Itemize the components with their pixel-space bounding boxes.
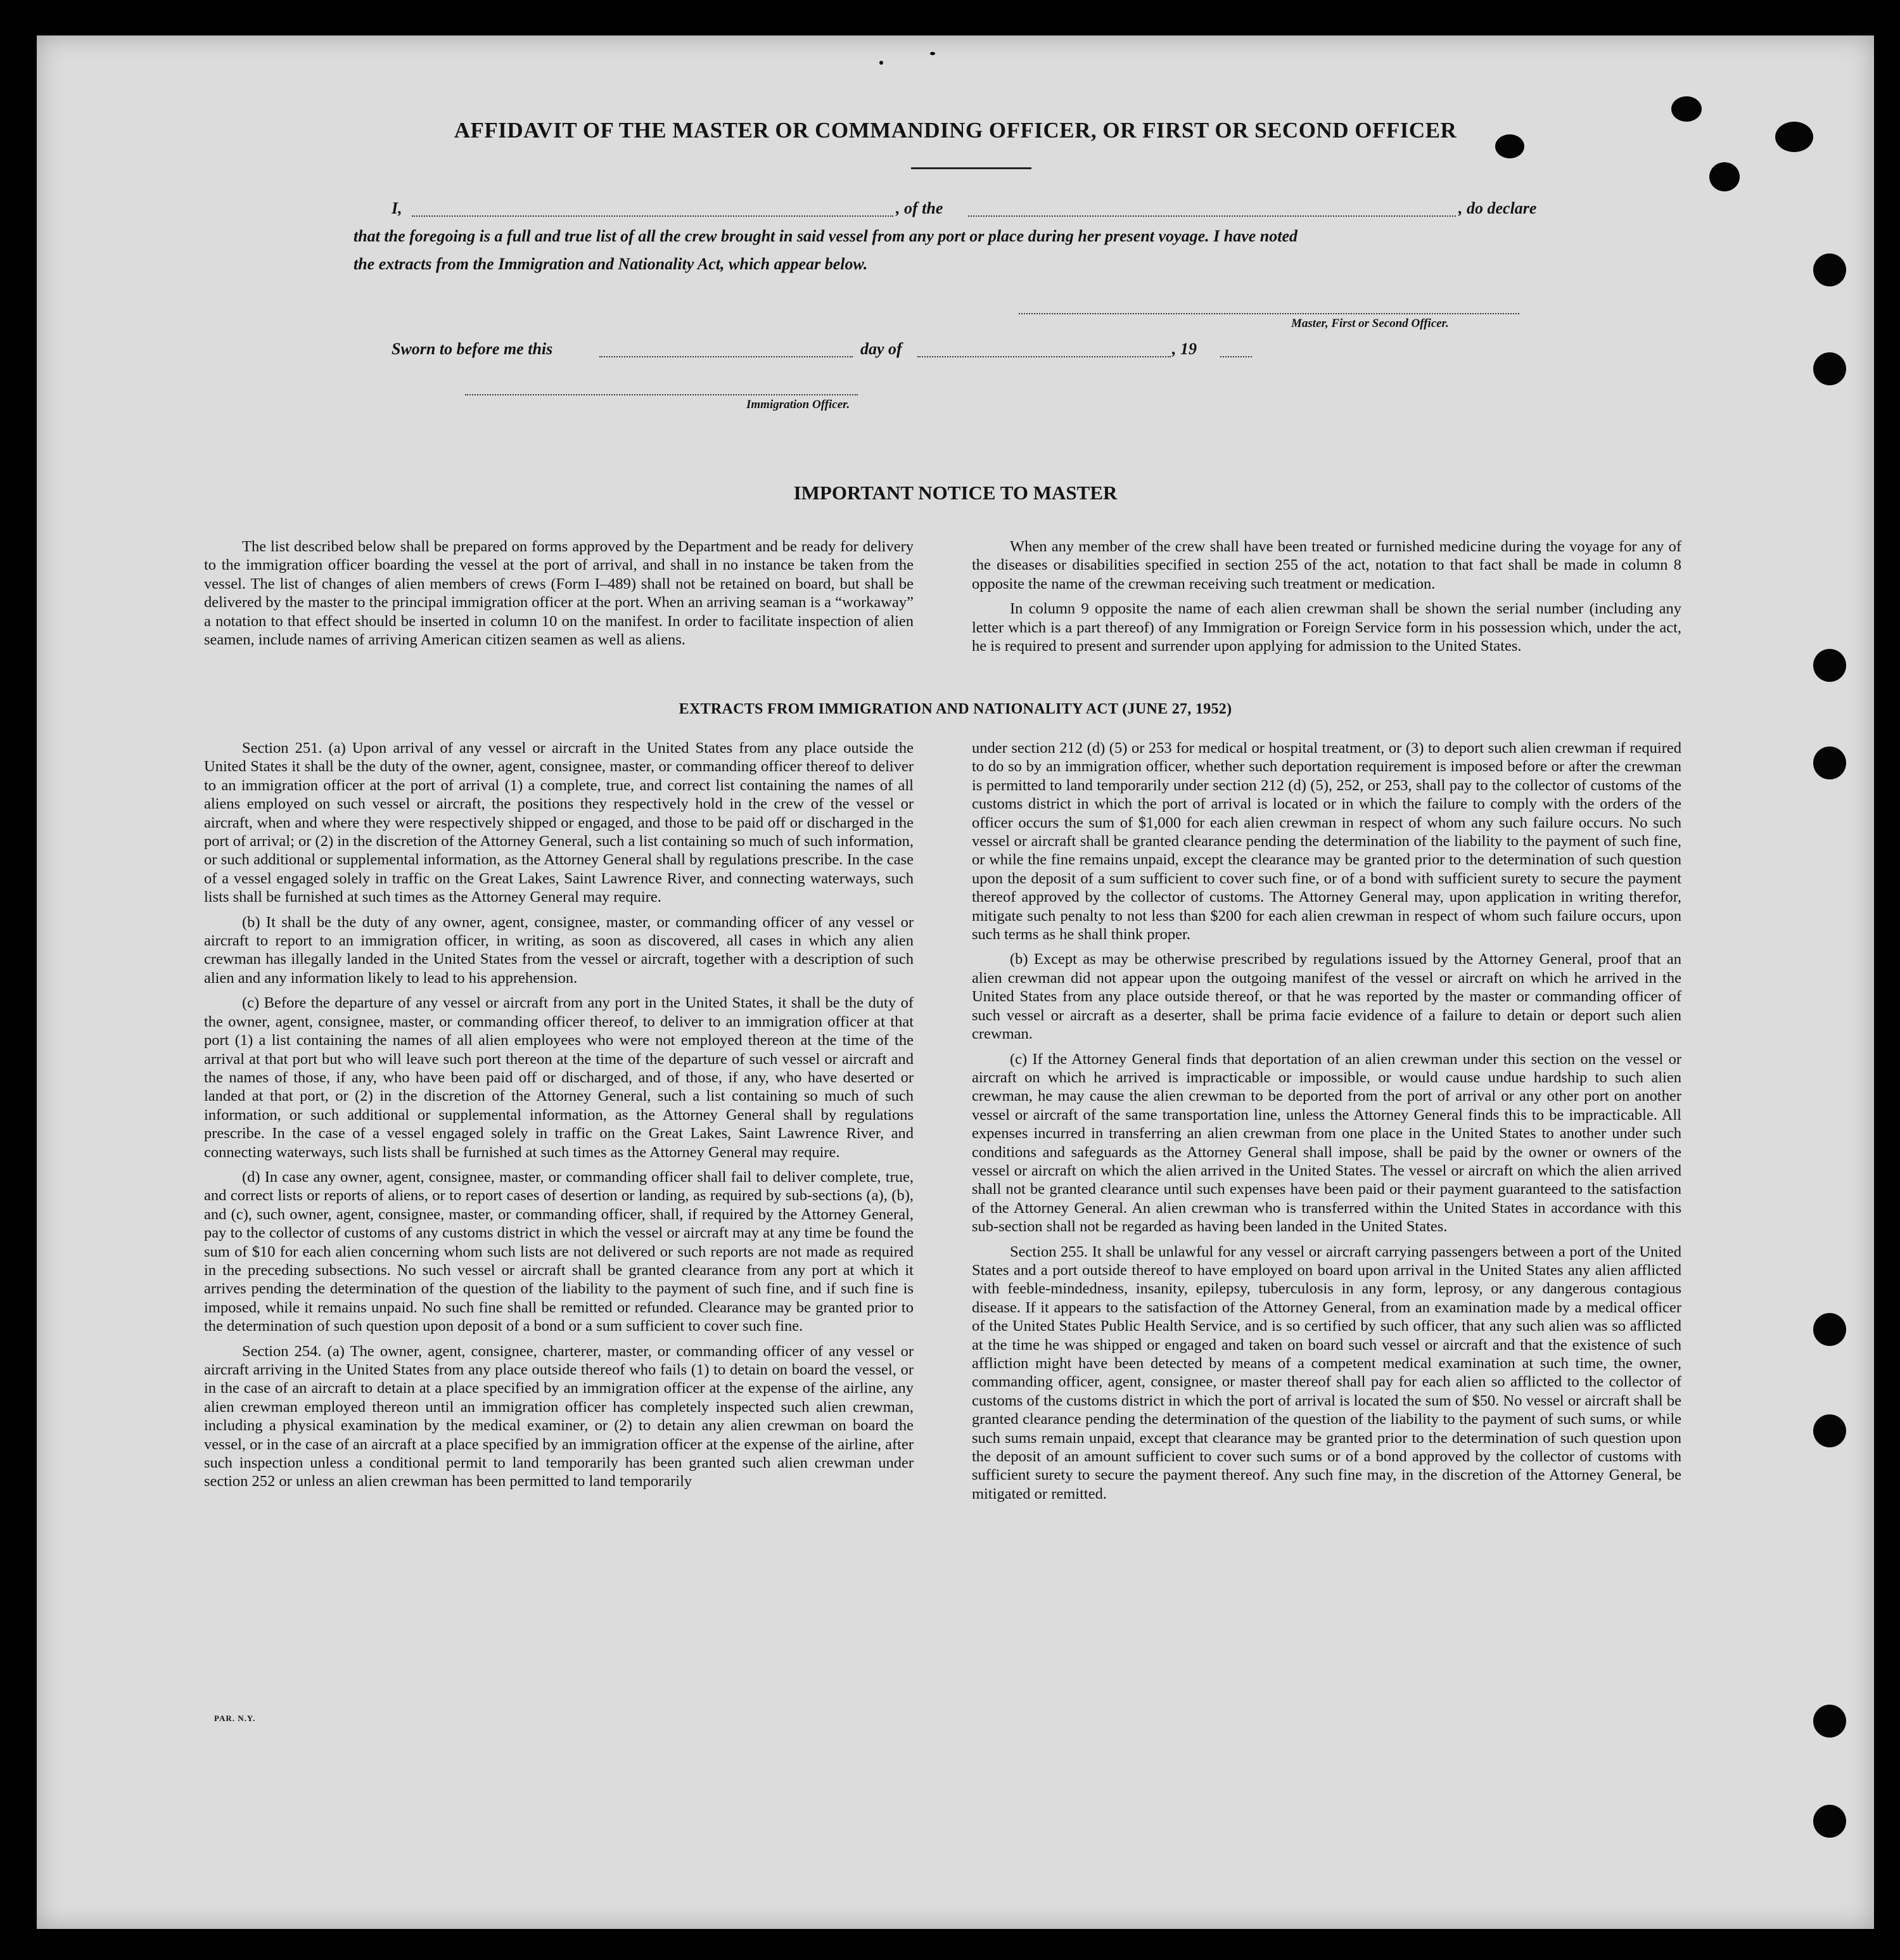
extract-paragraph: (b) It shall be the duty of any owner, agent, consignee, master, or commanding officer of any vessel or aircraft to report to an immigration officer, in writing, as soon as discovered, all cases in which any alien crewman has illegally landed in the United States from the vessel or aircraft, together with a description of such alien and any information likely to lead to his apprehension.	[204, 913, 914, 987]
footer-code: PAR. N.Y.	[214, 1713, 256, 1723]
sworn-day-field[interactable]	[599, 356, 853, 357]
punch-hole	[1813, 1705, 1846, 1738]
notice-right-column	[972, 537, 1681, 662]
notice-right-paragraph: When any member of the crew shall have been treated or furnished medicine during the voyage for any of the diseases or disabilities specified in section 255 of the act, notation to that fact shall be made in column 8 opposite the name of the crewman receiving such treatment or medication.	[972, 538, 1681, 592]
punch-hole	[1813, 746, 1846, 779]
extract-paragraph: Section 251. (a) Upon arrival of any vessel or aircraft in the United States from any place outside the United States it shall be the duty of the owner, agent, consignee, master, or commanding officer thereof to deliver to an immigration officer at the port of arrival (1) a complete, true, and correct list containing the names of all aliens employed on such vessel or aircraft, the positions they respectively hold in the crew of the vessel or aircraft, when and where they were respectively shipped or engaged, and those to be paid off or discharged in the port of arrival; or (2) in the discretion of the Attorney General, such a list containing so much of such information, or such additional or supplemental information, as the Attorney General shall by regulations prescribe. In the case of a vessel engaged solely in traffic on the Great Lakes, Saint Lawrence River, and connecting waterways, such lists shall be furnished at such times as the Attorney General may require.	[204, 740, 914, 906]
extracts-title: EXTRACTS FROM IMMIGRATION AND NATIONALITY ACT (JUNE 27, 1952)	[679, 701, 1232, 717]
master-signature-field[interactable]	[1019, 313, 1519, 314]
extract-paragraph: Section 254. (a) The owner, agent, consignee, charterer, master, or commanding officer of any vessel or aircraft arriving in the United States from any place outside thereof who fails (1) to detain on board the vessel, or in the case of an aircraft to detain at a place specified by an immigration officer at the expense of the airline, any alien crewman employed thereon until an immigration officer has completely inspected such alien crewman, including a physical examination by the medical examiner, or (2) to detain any alien crewman on board the vessel, or in the case of an aircraft at a place specified by an immigration officer at the expense of the airline, after such inspection unless a conditional permit to land temporarily has been granted such alien crewman under section 252 or unless an alien crewman has been permitted to land temporarily	[204, 1342, 914, 1490]
extract-paragraph: Section 255. It shall be unlawful for any vessel or aircraft carrying passengers between a port of the United States and a port outside thereof to have employed on board upon arrival in the United States any alien afflicted with feeble-mindedness, insanity, epilepsy, tuberculosis in any form, leprosy, or any dangerous contagious disease. If it appears to the satisfaction of the Attorney General, from an examination made by a medical officer of the United States Public Health Service, and is so certified by such officer, that any such alien was so afflicted at the time he was shipped or engaged and taken on board such vessel or aircraft and that the existence of such affliction might have been detected by means of a competent medical examination at such time, the owner, commanding officer, agent, consignee, or master thereof shall pay for each alien so afflicted to the collector of customs of the customs district in which the port of arrival is located the sum of $50. No vessel or aircraft shall be granted clearance pending the determination of the question of the liability to the payment of such sums, or while such sums remain unpaid, except that clearance may be granted prior to the determination of such question upon the deposit of an amount sufficient to cover such sums or of a bond approved by the collector of customs with sufficient surety to secure the payment thereof. Any such fine may, in the discretion of the Attorney General, be mitigated or remitted.	[972, 1243, 1681, 1502]
notice-left-column	[204, 537, 914, 655]
officer-signature-label: Immigration Officer.	[746, 398, 850, 411]
punch-hole	[1813, 352, 1846, 385]
punch-hole	[1813, 1313, 1846, 1346]
punch-hole	[1813, 1414, 1846, 1447]
punch-hole	[1813, 649, 1846, 682]
notice-left-paragraph: The list described below shall be prepared on forms approved by the Department and be ready for delivery to the immigration officer boarding the vessel at the port of arrival, and shall in no instance be taken from the vessel. The list of changes of alien members of crews (Form I–489) shall not be retained on board, but shall be delivered by the master to the principal immigration officer at the port. When an arriving seaman is a “workaway” a notation to that effect should be inserted in column 10 on the manifest. In order to facilitate inspection of alien seamen, include names of arriving American citizen seamen as well as aliens.	[204, 538, 914, 649]
vessel-name-field[interactable]	[968, 215, 1456, 217]
speck	[879, 61, 883, 65]
affidavit-title: AFFIDAVIT OF THE MASTER OR COMMANDING OFFICER, OR FIRST OR SECOND OFFICER	[454, 118, 1457, 143]
declaration-do-declare: , do declare	[1458, 199, 1537, 217]
extract-paragraph: (c) If the Attorney General finds that deportation of an alien crewman under this section on the vessel or aircraft on which he arrived is impracticable or impossible, or would cause undue hardship to such alien crewman, he may cause the alien crewman to be deported from the port of arrival or any other port on another vessel or aircraft of the same transportation line, unless the Attorney General finds this to be impracticable. All expenses incurred in transferring an alien crewman from one place in the United States to another under such conditions and safeguards as the Attorney General shall impose, shall be paid by the owner or owners of the vessel or aircraft on which the alien arrived in the United States. The vessel or aircraft on which the alien arrived shall not be granted clearance until such expenses have been paid or their payment guaranteed to the satisfaction of the Attorney General. An alien crewman who is transferred within the United States in accordance with this sub-section shall not be regarded as having been landed in the United States.	[972, 1050, 1681, 1236]
extracts-right-column	[972, 739, 1681, 1509]
sworn-year: , 19	[1172, 340, 1197, 358]
notice-title: IMPORTANT NOTICE TO MASTER	[793, 482, 1118, 504]
speck	[930, 52, 935, 55]
punch-hole	[1709, 162, 1740, 191]
sworn-year-field[interactable]	[1220, 356, 1252, 357]
master-signature-label: Master, First or Second Officer.	[1291, 317, 1449, 330]
punch-hole	[1813, 253, 1846, 286]
punch-hole	[1813, 1805, 1846, 1838]
declaration-line-2: that the foregoing is a full and true list of all the crew brought in said vessel from any port or place during her present voyage. I have noted	[354, 227, 1298, 245]
sworn-day-of: day of	[860, 340, 902, 358]
document-page	[37, 35, 1874, 1929]
declaration-i: I,	[392, 199, 402, 217]
extracts-left-column	[204, 739, 914, 1497]
declaration-of-the: , of the	[896, 199, 943, 217]
notice-right-paragraph: In column 9 opposite the name of each alien crewman shall be shown the serial number (including any letter which is a part thereof) of any Immigration or Foreign Service form in his possession which, under the act, he is required to present and surrender upon applying for admission to the United States.	[972, 600, 1681, 655]
extract-paragraph: (b) Except as may be otherwise prescribed by regulations issued by the Attorney General, proof that an alien crewman did not appear upon the outgoing manifest of the vessel or aircraft on which he arrived in the United States from any place outside thereof, or that he was reported by the master or commanding officer of such vessel or aircraft as a deserter, shall be prima facie evidence of a failure to detain or deport such alien crewman.	[972, 951, 1681, 1043]
declaration-line-3: the extracts from the Immigration and Nationality Act, which appear below.	[354, 255, 868, 273]
extract-paragraph: (c) Before the departure of any vessel or aircraft from any port in the United States, it shall be the duty of the owner, agent, consignee, master, or commanding officer thereof, to deliver to an immigration officer at that port (1) a list containing the names of all alien employees who were not employed thereon at the time of the arrival at that port but who will leave such port thereon at the time of the departure of such vessel or aircraft and the names of those, if any, who have been paid off or discharged, and of those, if any, who have deserted or landed at that port, or (2) in the discretion of the Attorney General, such a list containing so much of such information, or such additional or supplemental information, as the Attorney General shall by regulations prescribe. In the case of a vessel engaged solely in traffic on the Great Lakes, Saint Lawrence River, and connecting waterways, such lists shall be furnished at such times as the Attorney General may require.	[204, 994, 914, 1161]
declarant-name-field[interactable]	[412, 215, 893, 217]
title-rule	[911, 167, 1031, 169]
extract-paragraph: under section 212 (d) (5) or 253 for medical or hospital treatment, or (3) to deport such alien crewman if required to do so by an immigration officer, whether such deportation requirement is imposed before or after the crewman is permitted to land temporarily under section 212 (d) (5), 252, or 253, shall pay to the collector of customs of the customs district in which the port of arrival is located or in which the failure to comply with the orders of the officer occurs the sum of $1,000 for each alien crewman in respect of whom any such failure occurs. No such vessel or aircraft shall be granted clearance pending the determination of the liability to the payment of such fine, or while the fine remains unpaid, except the clearance may be granted prior to the determination of such question upon the deposit of a sum sufficient to cover such fine, or of a bond with sufficient surety to secure the payment thereof approved by the collector of customs. The Attorney General may, upon application in writing therefor, mitigate such penalty to not less than $200 for each alien crewman in respect of whom such failure occurs, upon such terms as he shall think proper.	[972, 740, 1681, 944]
sworn-prefix: Sworn to before me this	[392, 340, 553, 358]
extract-paragraph: (d) In case any owner, agent, consignee, master, or commanding officer shall fail to deliver complete, true, and correct lists or reports of aliens, or to report cases of desertion or landing, as required by sub-sections (a), (b), and (c), such owner, agent, consignee, master, or commanding officer, shall, if required by the Attorney General, pay to the collector of customs of any customs district in which the vessel or aircraft may at any time be found the sum of $10 for each alien concerning whom such lists are not delivered or such reports are not made as required in the preceding subsections. No such vessel or aircraft shall be granted clearance from any port at which it arrives pending the determination of the question of the liability to the payment of such fine, and if such fine is imposed, while it remains unpaid. No such fine shall be remitted or refunded. Clearance may be granted prior to the determination of such question upon deposit of a bond or a sum sufficient to cover such fine.	[204, 1168, 914, 1335]
sworn-month-field[interactable]	[917, 356, 1171, 357]
officer-signature-field[interactable]	[465, 394, 858, 395]
